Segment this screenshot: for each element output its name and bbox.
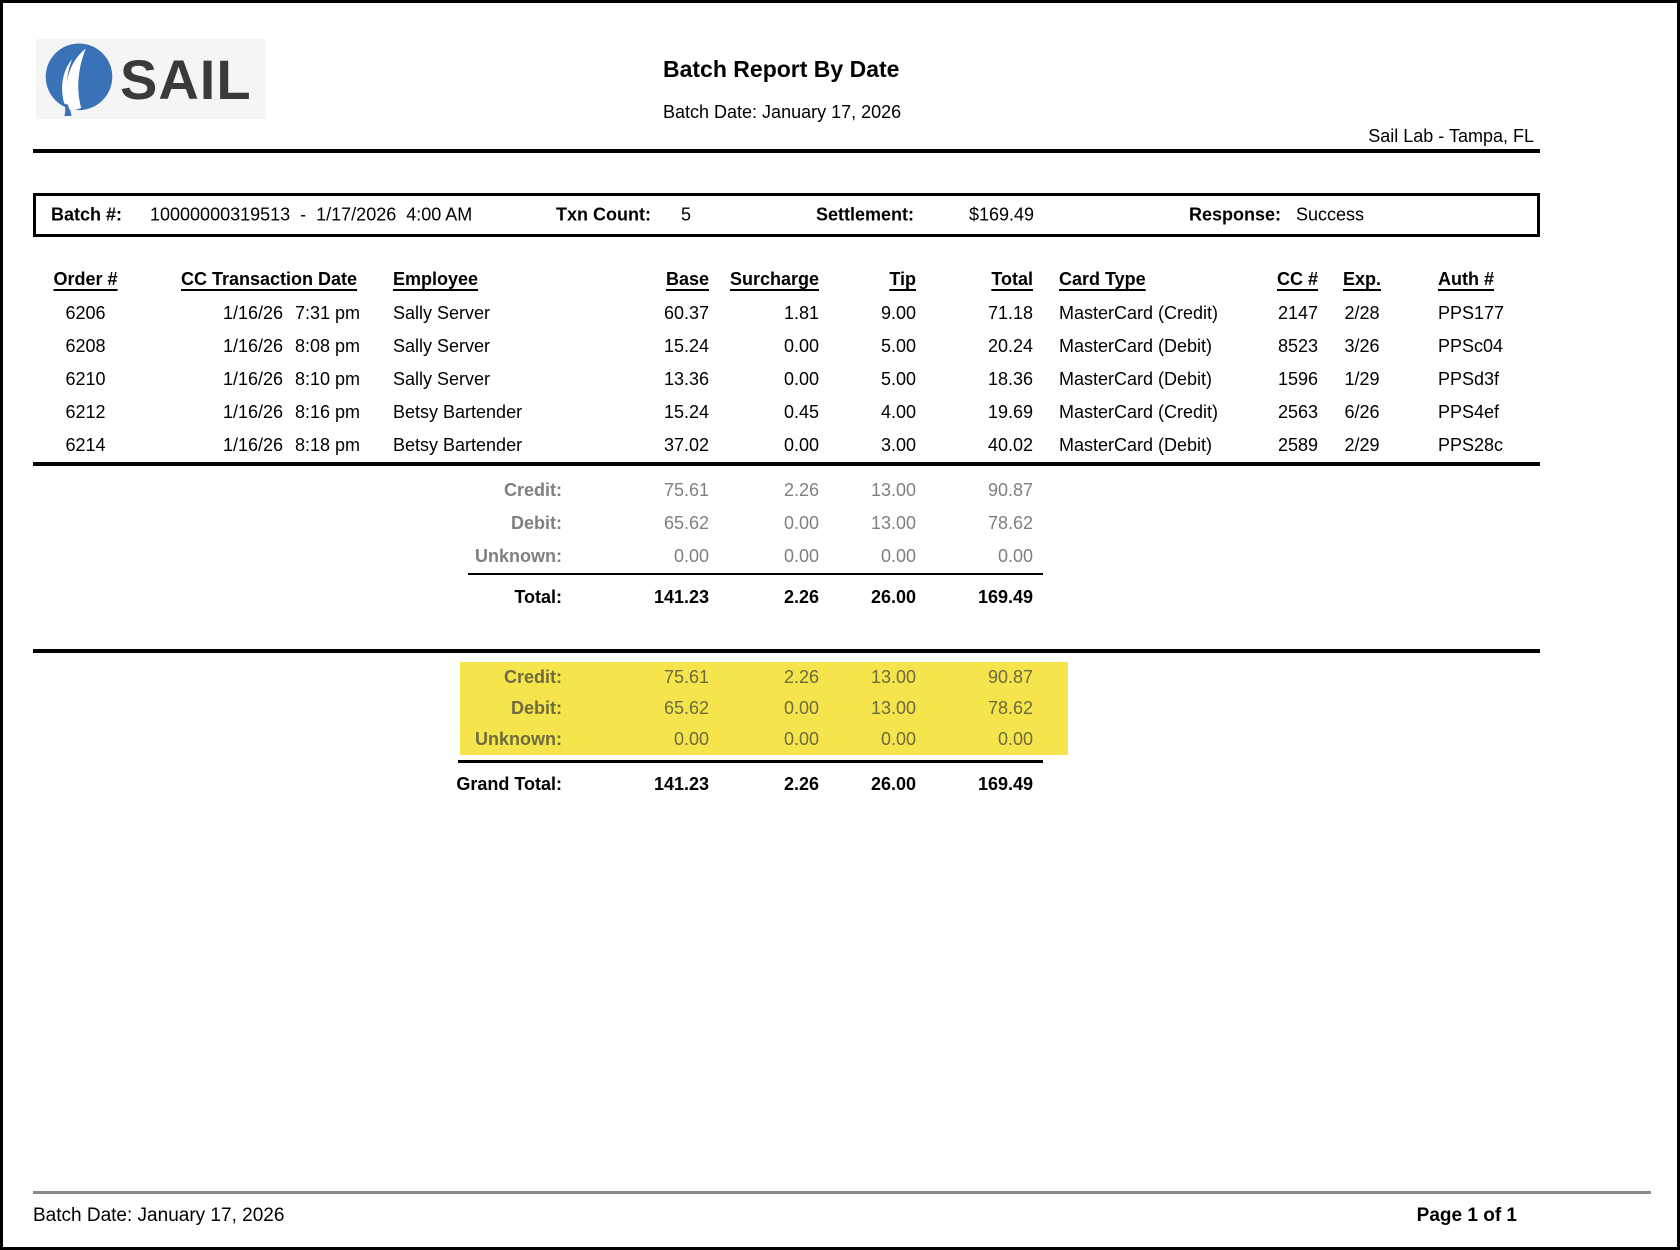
cc-last4: 2563 (1277, 402, 1318, 422)
sail-logo-icon (42, 42, 116, 116)
grand-row-credit (460, 662, 1037, 693)
card-type: MasterCard (Debit) (1059, 369, 1213, 389)
summary-tip: 13.00 (870, 667, 916, 687)
summary-total: 90.87 (987, 480, 1033, 500)
auth-code: PPS4ef (1438, 402, 1500, 422)
summary-tip: 0.00 (880, 546, 916, 566)
grand-section-divider (33, 649, 1540, 653)
grand-total-label: Grand Total: (456, 774, 562, 794)
order-number: 6212 (65, 402, 106, 422)
summary-total: 0.00 (997, 729, 1033, 749)
total-tip: 26.00 (870, 587, 916, 607)
auth-code: PPSd3f (1438, 369, 1500, 389)
tip-amount: 5.00 (880, 336, 916, 356)
card-type: MasterCard (Credit) (1059, 303, 1219, 323)
summary-total: 78.62 (987, 698, 1033, 718)
total-amount: 19.69 (987, 402, 1033, 422)
table-header-row (33, 265, 1540, 293)
table-row (33, 429, 1540, 462)
summary-total: 78.62 (987, 513, 1033, 533)
grand-total-total: 169.49 (977, 774, 1033, 794)
summary-base: 65.62 (663, 698, 709, 718)
col-header-card-type: Card Type (1059, 268, 1146, 289)
col-header-exp: Exp. (1342, 268, 1381, 289)
grand-total-base: 141.23 (653, 774, 709, 794)
summary-base: 0.00 (673, 546, 709, 566)
transaction-date: 1/16/26 7:31 pm (223, 303, 361, 323)
transaction-date: 1/16/26 8:16 pm (223, 402, 361, 422)
report-batch-date: Batch Date: January 17, 2026 (663, 102, 902, 122)
batch-summary (33, 474, 1037, 573)
card-type: MasterCard (Debit) (1059, 336, 1213, 356)
table-row (33, 297, 1540, 330)
summary-row-unknown (33, 540, 1037, 573)
footer-divider (33, 1191, 1651, 1194)
col-header-auth: Auth # (1438, 268, 1494, 289)
summary-tip: 13.00 (870, 480, 916, 500)
surcharge-amount: 1.81 (783, 303, 819, 323)
card-exp: 1/29 (1344, 369, 1380, 389)
summary-label: Unknown: (475, 546, 562, 566)
logo-wordmark: SAIL (120, 47, 252, 111)
col-header-surcharge: Surcharge (729, 268, 819, 289)
surcharge-amount: 0.45 (783, 402, 819, 422)
auth-code: PPSc04 (1438, 336, 1504, 356)
merchant-location: Sail Lab - Tampa, FL (1368, 126, 1534, 146)
summary-row-credit (33, 474, 1037, 507)
col-header-order: Order # (53, 268, 118, 289)
card-type: MasterCard (Credit) (1059, 402, 1219, 422)
card-exp: 6/26 (1344, 402, 1380, 422)
response-label: Response: (1189, 204, 1282, 225)
col-header-cc: CC # (1276, 268, 1318, 289)
summary-surcharge: 2.26 (783, 667, 819, 687)
report-title: Batch Report By Date (663, 56, 900, 82)
auth-code: PPS28c (1438, 435, 1504, 455)
grand-total-divider (458, 760, 1043, 763)
employee-name: Sally Server (393, 369, 491, 389)
summary-row-debit (33, 507, 1037, 540)
employee-name: Sally Server (393, 303, 491, 323)
employee-name: Sally Server (393, 336, 491, 356)
col-header-employee: Employee (393, 268, 479, 289)
batch-total-row (33, 581, 1037, 614)
summary-tip: 0.00 (880, 729, 916, 749)
summary-total: 0.00 (997, 546, 1033, 566)
surcharge-amount: 0.00 (783, 435, 819, 455)
col-header-date: CC Transaction Date (181, 268, 358, 289)
total-surcharge: 2.26 (783, 587, 819, 607)
summary-base: 0.00 (673, 729, 709, 749)
cc-last4: 1596 (1277, 369, 1318, 389)
txn-count-value: 5 (681, 204, 692, 225)
transaction-date: 1/16/26 8:10 pm (223, 369, 361, 389)
summary-surcharge: 2.26 (783, 480, 819, 500)
employee-name: Betsy Bartender (393, 435, 523, 455)
total-total: 169.49 (977, 587, 1033, 607)
table-row (33, 363, 1540, 396)
summary-tip: 13.00 (870, 698, 916, 718)
settlement-value: $169.49 (969, 204, 1035, 225)
txn-count-label: Txn Count: (556, 204, 651, 225)
summary-base: 75.61 (663, 480, 709, 500)
total-label: Total: (514, 587, 562, 607)
summary-label: Credit: (504, 667, 562, 687)
summary-total-divider (468, 573, 1043, 575)
base-amount: 15.24 (663, 402, 709, 422)
summary-surcharge: 0.00 (783, 729, 819, 749)
grand-total-row (33, 768, 1037, 801)
batch-number-value: 10000000319513 - 1/17/2026 4:00 AM (150, 204, 473, 225)
order-number: 6214 (65, 435, 106, 455)
employee-name: Betsy Bartender (393, 402, 523, 422)
cc-last4: 8523 (1277, 336, 1318, 356)
surcharge-amount: 0.00 (783, 336, 819, 356)
summary-label: Debit: (511, 698, 562, 718)
response-value: Success (1296, 204, 1365, 225)
card-exp: 3/26 (1344, 336, 1380, 356)
total-amount: 20.24 (987, 336, 1033, 356)
col-header-total: Total (991, 268, 1033, 289)
table-row (33, 396, 1540, 429)
card-exp: 2/29 (1344, 435, 1380, 455)
order-number: 6208 (65, 336, 106, 356)
auth-code: PPS177 (1438, 303, 1505, 323)
batch-info-bar (33, 193, 1540, 237)
footer-batch-date: Batch Date: January 17, 2026 (33, 1205, 285, 1226)
base-amount: 15.24 (663, 336, 709, 356)
highlighted-grand-summary (460, 662, 1068, 755)
summary-surcharge: 0.00 (783, 513, 819, 533)
summary-label: Unknown: (475, 729, 562, 749)
total-amount: 71.18 (987, 303, 1033, 323)
transaction-date: 1/16/26 8:18 pm (223, 435, 361, 455)
tip-amount: 4.00 (880, 402, 916, 422)
grand-total-tip: 26.00 (870, 774, 916, 794)
summary-label: Debit: (511, 513, 562, 533)
tip-amount: 9.00 (880, 303, 916, 323)
sail-logo (36, 39, 266, 119)
total-amount: 18.36 (987, 369, 1033, 389)
cc-last4: 2589 (1277, 435, 1318, 455)
base-amount: 13.36 (663, 369, 709, 389)
table-bottom-divider (33, 462, 1540, 466)
transaction-table (33, 297, 1540, 462)
cc-last4: 2147 (1277, 303, 1318, 323)
grand-row-unknown (460, 724, 1037, 755)
card-exp: 2/28 (1344, 303, 1380, 323)
summary-total: 90.87 (987, 667, 1033, 687)
grand-row-debit (460, 693, 1037, 724)
order-number: 6210 (65, 369, 106, 389)
surcharge-amount: 0.00 (783, 369, 819, 389)
header-divider (33, 149, 1540, 153)
summary-surcharge: 0.00 (783, 698, 819, 718)
tip-amount: 5.00 (880, 369, 916, 389)
settlement-label: Settlement: (816, 204, 915, 225)
base-amount: 37.02 (663, 435, 709, 455)
summary-base: 65.62 (663, 513, 709, 533)
footer-page-number: Page 1 of 1 (1416, 1205, 1517, 1226)
tip-amount: 3.00 (880, 435, 916, 455)
transaction-date: 1/16/26 8:08 pm (223, 336, 361, 356)
summary-tip: 13.00 (870, 513, 916, 533)
col-header-tip: Tip (889, 268, 916, 289)
summary-label: Credit: (504, 480, 562, 500)
total-base: 141.23 (653, 587, 709, 607)
batch-number-label: Batch #: (51, 204, 123, 225)
grand-total-surcharge: 2.26 (783, 774, 819, 794)
summary-surcharge: 0.00 (783, 546, 819, 566)
order-number: 6206 (65, 303, 106, 323)
base-amount: 60.37 (663, 303, 709, 323)
total-amount: 40.02 (987, 435, 1033, 455)
summary-base: 75.61 (663, 667, 709, 687)
col-header-base: Base (665, 268, 709, 289)
card-type: MasterCard (Debit) (1059, 435, 1213, 455)
table-row (33, 330, 1540, 363)
